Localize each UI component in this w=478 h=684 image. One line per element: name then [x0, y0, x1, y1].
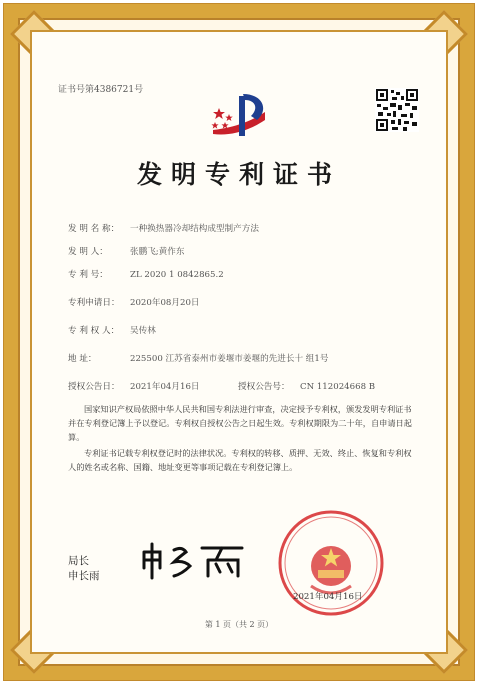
inventor-value: 张鹏飞;黄作东 — [130, 247, 185, 257]
grant-pub-number-label: 授权公告号： — [238, 382, 290, 392]
patentee-field — [68, 324, 156, 336]
grant-pub-number-field — [238, 380, 375, 392]
qr-code-icon — [375, 88, 419, 132]
inventor-field — [68, 245, 184, 257]
address-field — [68, 352, 328, 364]
inventor-label: 发 明 人： — [68, 247, 108, 257]
invention-name-label: 发 明 名 称： — [68, 224, 120, 234]
cnipa-logo-icon — [205, 86, 275, 146]
filing-date-value: 2020年08月20日 — [130, 298, 200, 308]
certificate-title: 发明专利证书 — [136, 160, 341, 189]
grant-date-field — [68, 380, 200, 392]
handwritten-signature — [138, 540, 253, 582]
patentee-label: 专 利 权 人： — [68, 326, 120, 336]
patentee-value: 吴传林 — [130, 326, 156, 336]
grant-statement-paragraph: 国家知识产权局依照中华人民共和国专利法进行审查，决定授予专利权，颁发发明专利证书并在专利登记簿上予以登记。专利权自授权公告之日起生效。专利权期限为二十年，自申请日起算。 — [68, 404, 412, 442]
address-label: 地 址： — [68, 354, 97, 364]
patent-number-field — [68, 268, 224, 280]
filing-date-label: 专利申请日： — [68, 298, 120, 308]
patent-number-label: 专 利 号： — [68, 270, 108, 280]
page-footer: 第 1 页（共 2 页） — [204, 620, 274, 629]
grant-date-value: 2021年04月16日 — [130, 382, 200, 392]
certificate-number: 证书号第4386721号 — [58, 85, 144, 95]
invention-name-value: 一种换热器冷却结构成型制产方法 — [130, 224, 259, 234]
grant-date-label: 授权公告日： — [68, 382, 120, 392]
issue-date: 2021年04月16日 — [293, 592, 363, 602]
filing-date-field — [68, 296, 200, 308]
grant-pub-number-value: CN 112024668 B — [300, 382, 376, 392]
patent-number-value: ZL 2020 1 0842865.2 — [130, 270, 224, 280]
invention-name-field — [68, 222, 259, 234]
chief-name: 申长雨 — [68, 570, 100, 582]
legal-status-paragraph: 专利证书记载专利权登记时的法律状况。专利权的转移、质押、无效、终止、恢复和专利权人的姓名或名称、国籍、地址变更等事项记载在专利登记簿上。 — [68, 448, 412, 472]
chief-title: 局长 — [68, 555, 89, 567]
address-value: 225500 江苏省泰州市姜堰市姜堰的先进长十 组1号 — [130, 354, 329, 364]
